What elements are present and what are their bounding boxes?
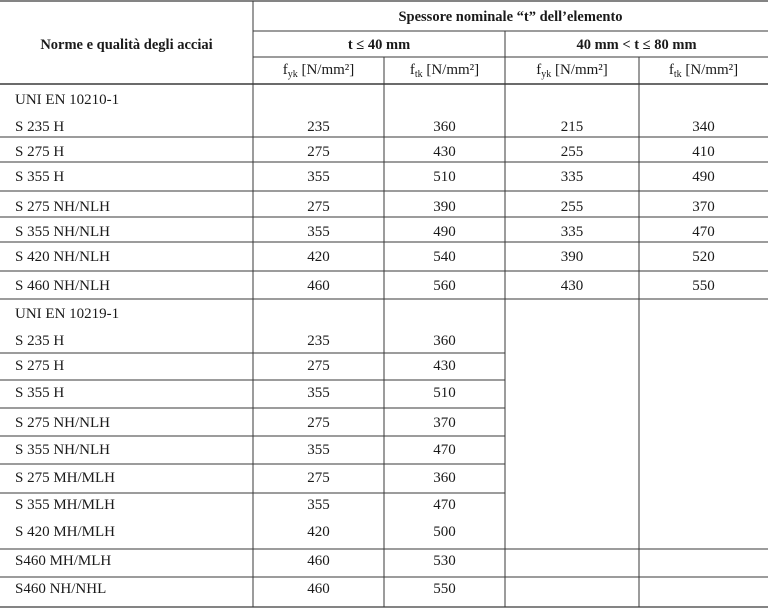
steel-grade-label: S 275 H <box>15 144 65 160</box>
cell-fyk1: 355 <box>307 442 330 458</box>
col-ftk-2 <box>639 61 768 84</box>
cell-ftk1: 510 <box>433 385 456 401</box>
cell-ftk1: 510 <box>433 169 456 185</box>
cell-fyk2: 335 <box>560 169 584 185</box>
steel-grade-label: S 275 NH/NLH <box>15 199 111 215</box>
cell-fyk2: 390 <box>560 249 584 265</box>
cell-fyk2: 255 <box>560 144 584 160</box>
cell-ftk1: 540 <box>433 249 456 265</box>
steel-grade-label: S460 NH/NHL <box>15 581 107 597</box>
sub-tk: tk <box>414 69 423 80</box>
sub-tk: tk <box>673 69 682 80</box>
cell-ftk1: 360 <box>433 470 456 486</box>
cell-fyk1: 420 <box>307 524 330 540</box>
cell-fyk1: 275 <box>307 470 330 486</box>
row-header-label: Norme e qualità degli acciai <box>40 37 213 53</box>
col-fyk-2 <box>505 61 639 84</box>
steel-grade-label: S 235 H <box>15 119 65 135</box>
unit: [N/mm²] <box>297 62 355 78</box>
cell-fyk1: 460 <box>307 278 330 294</box>
cell-fyk1: 235 <box>307 119 330 135</box>
cell-fyk1: 275 <box>307 415 330 431</box>
cell-ftk1: 560 <box>433 278 456 294</box>
cell-fyk1: 275 <box>307 358 330 374</box>
f-symbol: f <box>282 62 288 78</box>
cell-fyk1: 275 <box>307 144 330 160</box>
steel-grade-label: S 420 NH/NLH <box>15 249 111 265</box>
cell-fyk2: 215 <box>560 119 584 135</box>
steel-grade-label: S 355 NH/NLH <box>15 442 111 458</box>
col-fyk-1 <box>253 61 384 84</box>
sub-yk: yk <box>541 69 552 80</box>
cell-ftk2: 520 <box>692 249 715 265</box>
cell-ftk1: 430 <box>433 358 456 374</box>
unit: [N/mm²] <box>681 62 739 78</box>
cell-fyk2: 430 <box>560 278 584 294</box>
cell-fyk1: 460 <box>307 553 330 569</box>
cell-fyk1: 275 <box>307 199 330 215</box>
steel-grade-label: S 420 MH/MLH <box>15 524 116 540</box>
cell-fyk1: 355 <box>307 169 330 185</box>
cell-ftk1: 360 <box>433 333 456 349</box>
f-symbol: f <box>668 62 674 78</box>
thickness-2-label: 40 mm < t ≤ 80 mm <box>576 37 697 53</box>
steel-grade-label: S 275 H <box>15 358 65 374</box>
cell-ftk2: 340 <box>692 119 715 135</box>
steel-grade-label: S 235 H <box>15 333 65 349</box>
cell-ftk1: 500 <box>433 524 456 540</box>
cell-ftk1: 530 <box>433 553 456 569</box>
sub-yk: yk <box>287 69 298 80</box>
unit: [N/mm²] <box>551 62 608 78</box>
cell-fyk1: 420 <box>307 249 330 265</box>
steel-grade-label: S 275 MH/MLH <box>15 470 116 486</box>
f-symbol: f <box>409 62 415 78</box>
cell-fyk1: 355 <box>307 224 330 240</box>
f-symbol: f <box>536 62 542 78</box>
cell-ftk1: 470 <box>433 497 456 513</box>
steel-grade-label: S 355 MH/MLH <box>15 497 116 513</box>
col-ftk-1 <box>384 61 505 84</box>
cell-ftk2: 470 <box>692 224 715 240</box>
cell-fyk1: 355 <box>307 385 330 401</box>
cell-ftk2: 370 <box>692 199 715 215</box>
steel-grade-label: UNI EN 10210-1 <box>15 92 120 108</box>
steel-grade-label: S460 MH/MLH <box>15 553 112 569</box>
steel-grade-label: UNI EN 10219-1 <box>15 306 120 322</box>
thickness-1-label: t ≤ 40 mm <box>347 37 411 53</box>
cell-fyk1: 355 <box>307 497 330 513</box>
cell-ftk1: 470 <box>433 442 456 458</box>
cell-ftk2: 550 <box>692 278 715 294</box>
unit: [N/mm²] <box>422 62 480 78</box>
cell-fyk2: 255 <box>560 199 584 215</box>
cell-ftk1: 360 <box>433 119 456 135</box>
cell-ftk1: 550 <box>433 581 456 597</box>
cell-ftk1: 370 <box>433 415 456 431</box>
cell-fyk1: 460 <box>307 581 330 597</box>
cell-ftk2: 490 <box>692 169 715 185</box>
group-title: Spessore nominale “t” dell’elemento <box>398 9 623 25</box>
steel-grade-label: S 355 NH/NLH <box>15 224 111 240</box>
steel-grade-label: S 355 H <box>15 385 65 401</box>
cell-fyk1: 235 <box>307 333 330 349</box>
cell-ftk1: 490 <box>433 224 456 240</box>
cell-ftk2: 410 <box>692 144 715 160</box>
cell-ftk1: 430 <box>433 144 456 160</box>
steel-grade-label: S 275 NH/NLH <box>15 415 111 431</box>
steel-grade-label: S 355 H <box>15 169 65 185</box>
cell-ftk1: 390 <box>433 199 456 215</box>
cell-fyk2: 335 <box>560 224 584 240</box>
steel-grade-label: S 460 NH/NLH <box>15 278 111 294</box>
